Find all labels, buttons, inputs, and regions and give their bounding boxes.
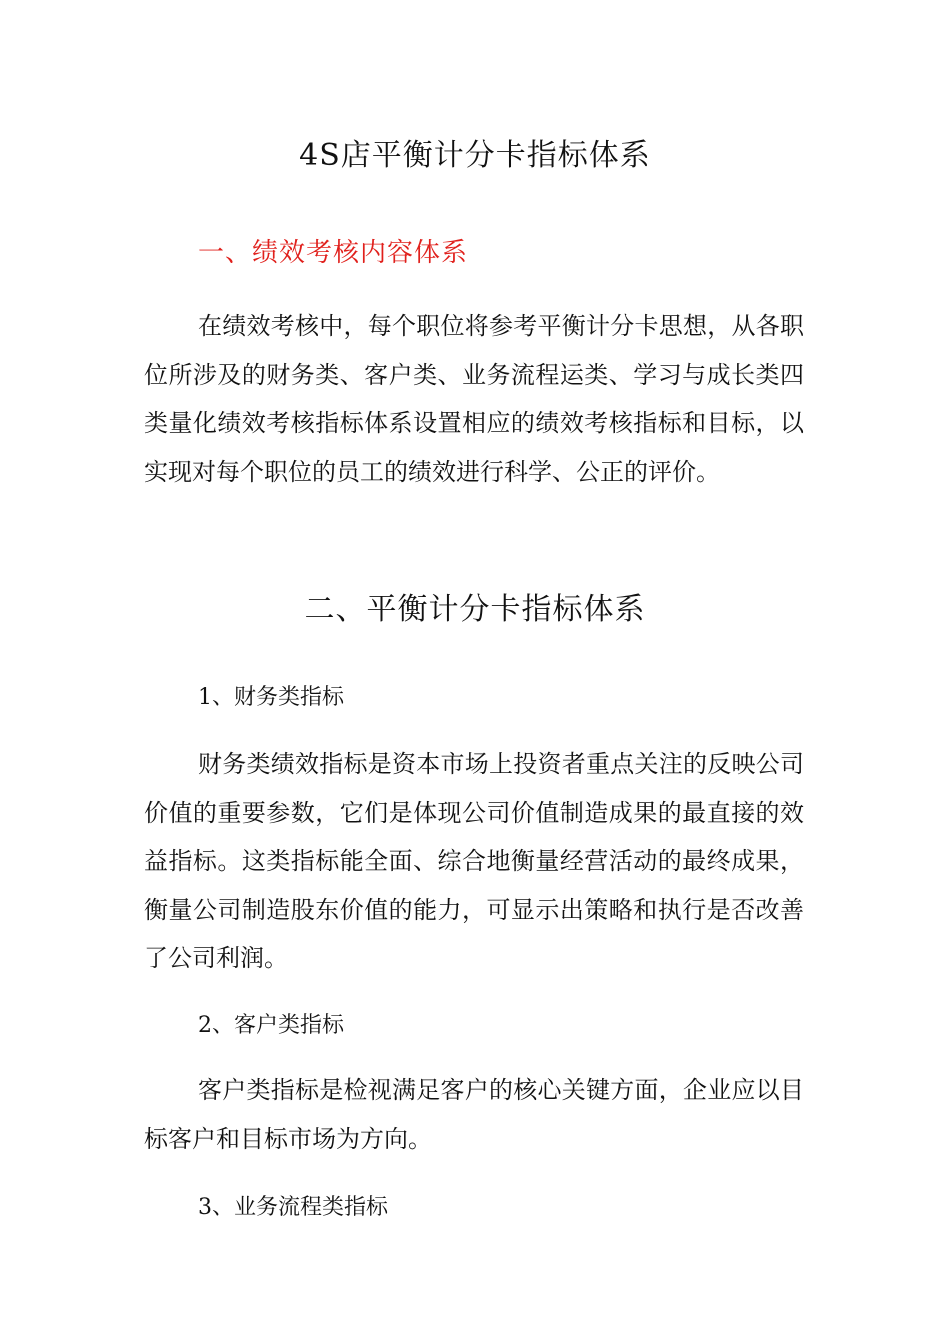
document-title: 4S店平衡计分卡指标体系	[299, 138, 651, 173]
paragraph-financial: 财务类绩效指标是资本市场上投资者重点关注的反映公司价值的重要参数，它们是体现公司价值制造成果的最直接的效益指标。这类指标能全面、综合地衡量经营活动的最终成果，衡量公司制造股东价值的能力，可显示出策略和执行是否改善了公司利润。	[144, 750, 804, 972]
subheading-customer: 2、客户类指标	[198, 1013, 344, 1038]
section-heading-bsc-system: 二、平衡计分卡指标体系	[304, 592, 646, 627]
section-paragraph-performance-content: 在绩效考核中，每个职位将参考平衡计分卡思想，从各职位所涉及的财务类、客户类、业务流程运类、学习与成长类四类量化绩效考核指标体系设置相应的绩效考核指标和目标，以实现对每个职位的员工的绩效进行科学、公正的评价。	[144, 312, 804, 486]
section-heading-performance-content: 一、绩效考核内容体系	[198, 238, 469, 268]
subheading-business-process: 3、业务流程类指标	[198, 1195, 388, 1220]
paragraph-customer: 客户类指标是检视满足客户的核心关键方面，企业应以目标客户和目标市场为方向。	[144, 1076, 804, 1153]
subheading-financial: 1、财务类指标	[198, 685, 344, 710]
